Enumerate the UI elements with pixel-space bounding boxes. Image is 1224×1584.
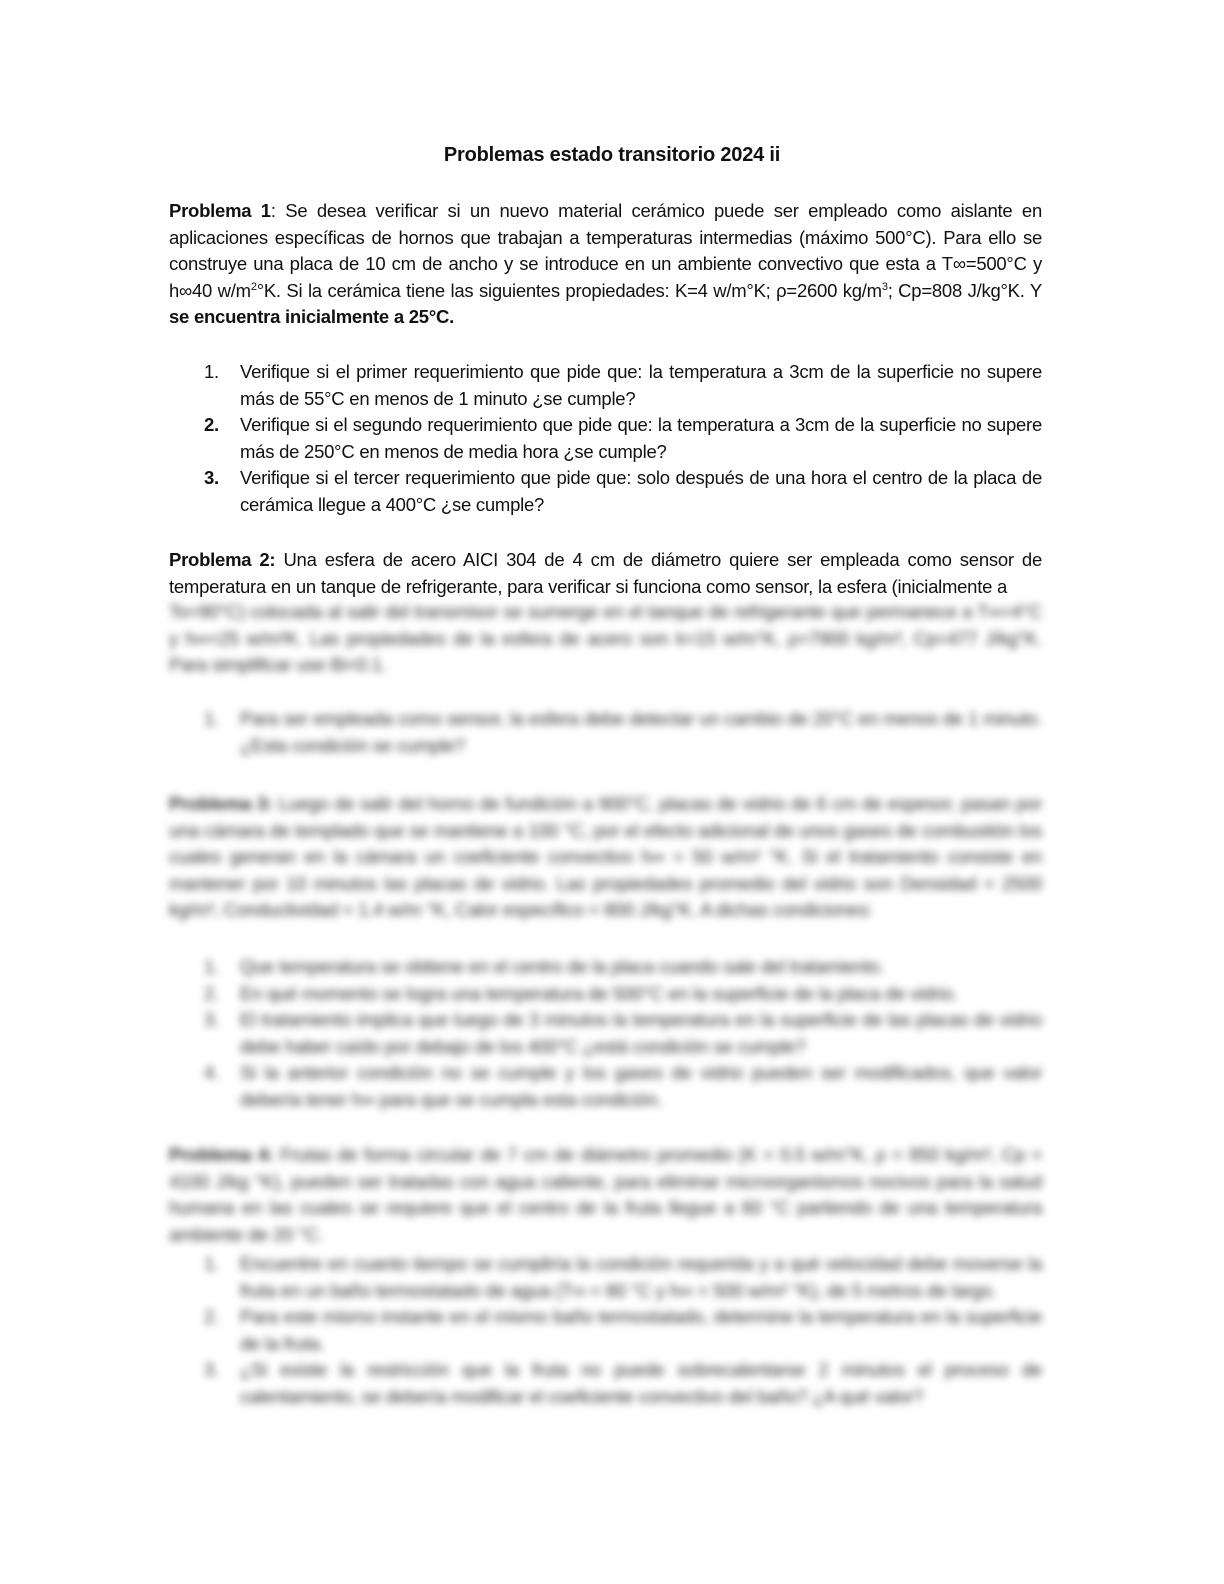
list-item-number: 3. xyxy=(204,467,219,488)
list-item-number: 1. xyxy=(204,708,219,729)
list-item-text: Encuentre en cuanto tiempo se cumpliría la condición requerida y a qué velocidad debe moverse la fruta en un baño termostatado de agua (T∞ = 80 °C y h∞ = 500 w/m² °K), de 5 metros de largo. xyxy=(240,1253,1042,1301)
list-item-text: Si la anterior condición no se cumple y los gases de vidrio pueden ser modificados, que valor debería tener h∞ para que se cumpla esta condición. xyxy=(240,1062,1042,1110)
problem-1-questions xyxy=(169,359,1042,518)
list-item-number: 3. xyxy=(204,1009,219,1030)
list-item xyxy=(169,706,1042,759)
list-item-text: Que temperatura se obtiene en el centro de la placa cuando sale del tratamiento. xyxy=(240,956,885,977)
list-item-text: Verifique si el primer requerimiento que pide que: la temperatura a 3cm de la superficie no supere más de 55°C en menos de 1 minuto ¿se cumple? xyxy=(240,361,1042,409)
problem-4-label: Problema 4: xyxy=(169,1144,274,1165)
list-item xyxy=(169,1304,1042,1357)
list-item xyxy=(169,412,1042,465)
list-item xyxy=(169,1251,1042,1304)
list-item xyxy=(169,465,1042,518)
problem-2-text: Una esfera de acero AICI 304 de 4 cm de diámetro quiere ser empleada como sensor de temperatura en un tanque de refrigerante, para verificar si funciona como sensor, la esfera (inicialmente a xyxy=(169,549,1042,597)
list-item-number: 1. xyxy=(204,956,219,977)
problem-2-blurred-text: To=90°C) colocada al salir del transmisor se sumerge en el tanque de refrigerante que permanece a T∞=4°C y h∞=25 w/m²K. Las propiedades de la esfera de acero son k=15 w/m°K, ρ=7900 kg/m³, Cp=477 J/kg°K. Para simplificar use Bi<0.1. xyxy=(169,601,1042,675)
list-item-number: 2. xyxy=(204,414,219,435)
list-item-text: Verifique si el segundo requerimiento que pide que: la temperatura a 3cm de la superficie no supere más de 250°C en menos de media hora ¿se cumple? xyxy=(240,414,1042,462)
list-item-text: El tratamiento implica que luego de 3 minutos la temperatura en la superficie de las placas de vidrio debe haber caído por debajo de los 400°C ¿está condición se cumple? xyxy=(240,1009,1042,1057)
list-item-number: 2. xyxy=(204,1306,219,1327)
list-item-text: ¿Si existe la restricción que la fruta no puede sobrecalentarse 2 minutos el proceso de calentamiento, se debería modificar el coeficiente convectivo del baño? ¿A qué valor? xyxy=(240,1359,1042,1407)
problem-1-text-c: ; Cp=808 J/kg°K. Y xyxy=(887,279,1042,301)
list-item-text: Verifique si el tercer requerimiento que pide que: solo después de una hora el centro de la placa de cerámica llegue a 400°C ¿se cumple? xyxy=(240,467,1042,515)
problem-1-text-b: °K. Si la cerámica tiene las siguientes propiedades: K=4 w/m°K; ρ=2600 kg/m xyxy=(256,279,882,301)
list-item-number: 1. xyxy=(204,1253,219,1274)
list-item-number: 3. xyxy=(204,1359,219,1380)
list-item-number: 2. xyxy=(204,982,219,1004)
problem-1-bold-end: se encuentra inicialmente a 25°C. xyxy=(169,306,454,327)
problem-3-label: Problema 3: xyxy=(169,793,273,814)
problem-4-text: Frutas de forma circular de 7 cm de diámetro promedio (K = 0.5 w/m°K, ρ = 850 kg/m³, Cp = 4100 J/kg °K), pueden ser tratadas con agua caliente, para eliminar microorganismos nocivos para la salud humana en las cuales se requiere que el centro de la fruta llegue a 60 °C partiendo de una temperatura ambiente de 20 °C. xyxy=(169,1144,1042,1245)
problem-3-statement xyxy=(169,791,1042,924)
list-item-number: 4. xyxy=(204,1062,219,1083)
problem-1-label: Problema 1 xyxy=(169,200,271,221)
list-item-text: Para este mismo instante en el mismo baño termostatado, determine la temperatura en la superficie de la fruta. xyxy=(240,1306,1042,1354)
problem-1-sup-3: 3 xyxy=(881,280,888,293)
problem-4-questions xyxy=(169,1251,1042,1410)
list-item-number: 1. xyxy=(204,361,219,382)
problem-2-label: Problema 2: xyxy=(169,549,276,570)
list-item xyxy=(169,1007,1042,1060)
problem-2-statement xyxy=(169,547,1042,600)
list-item-text: En qué momento se logra una temperatura de 500°C en la superficie de la placa de vidrio. xyxy=(240,982,958,1004)
list-item xyxy=(169,359,1042,412)
list-item xyxy=(169,1060,1042,1113)
list-item xyxy=(169,954,1042,981)
page-title: Problemas estado transitorio 2024 ii xyxy=(443,144,781,166)
problem-1-sup-2: 2 xyxy=(250,280,257,293)
problem-3-questions xyxy=(169,954,1042,1113)
problem-2-questions xyxy=(169,706,1042,759)
problem-1-statement xyxy=(169,198,1042,331)
problem-3-text: Luego de salir del horno de fundición a 900°C, placas de vidrio de 6 cm de espesor, pasan por una cámara de templado que se mantiene a 100 °C, por el efecto adicional de unos gases de combustión los cuales generan en la cámara un coeficiente convectivo h∞ = 50 w/m² °K. Si el tratamiento consiste en mantener por 10 minutos las placas de vidrio. Las propiedades promedio del vidrio son Densidad = 2500 kg/m³, Conductividad = 1.4 w/m °K, Calor específico = 800 J/kg°K. A dichas condiciones: xyxy=(169,793,1043,920)
list-item xyxy=(169,1357,1042,1410)
problem-1-text-a: : Se desea verificar si un nuevo material cerámico puede ser empleado como aislante en aplicaciones específicas de hornos que trabajan a temperaturas intermedias (máximo 500°C). Para ello se construye una placa de 10 cm de ancho y se introduce en un ambiente convectivo que esta a T∞=500°C y h∞40 w/m xyxy=(169,200,1042,301)
problem-4-statement xyxy=(169,1142,1042,1248)
list-item xyxy=(169,981,1042,1008)
list-item-text: Para ser empleada como sensor, la esfera debe detectar un cambio de 20°C en menos de 1 minuto. ¿Esta condición se cumple? xyxy=(240,708,1042,756)
